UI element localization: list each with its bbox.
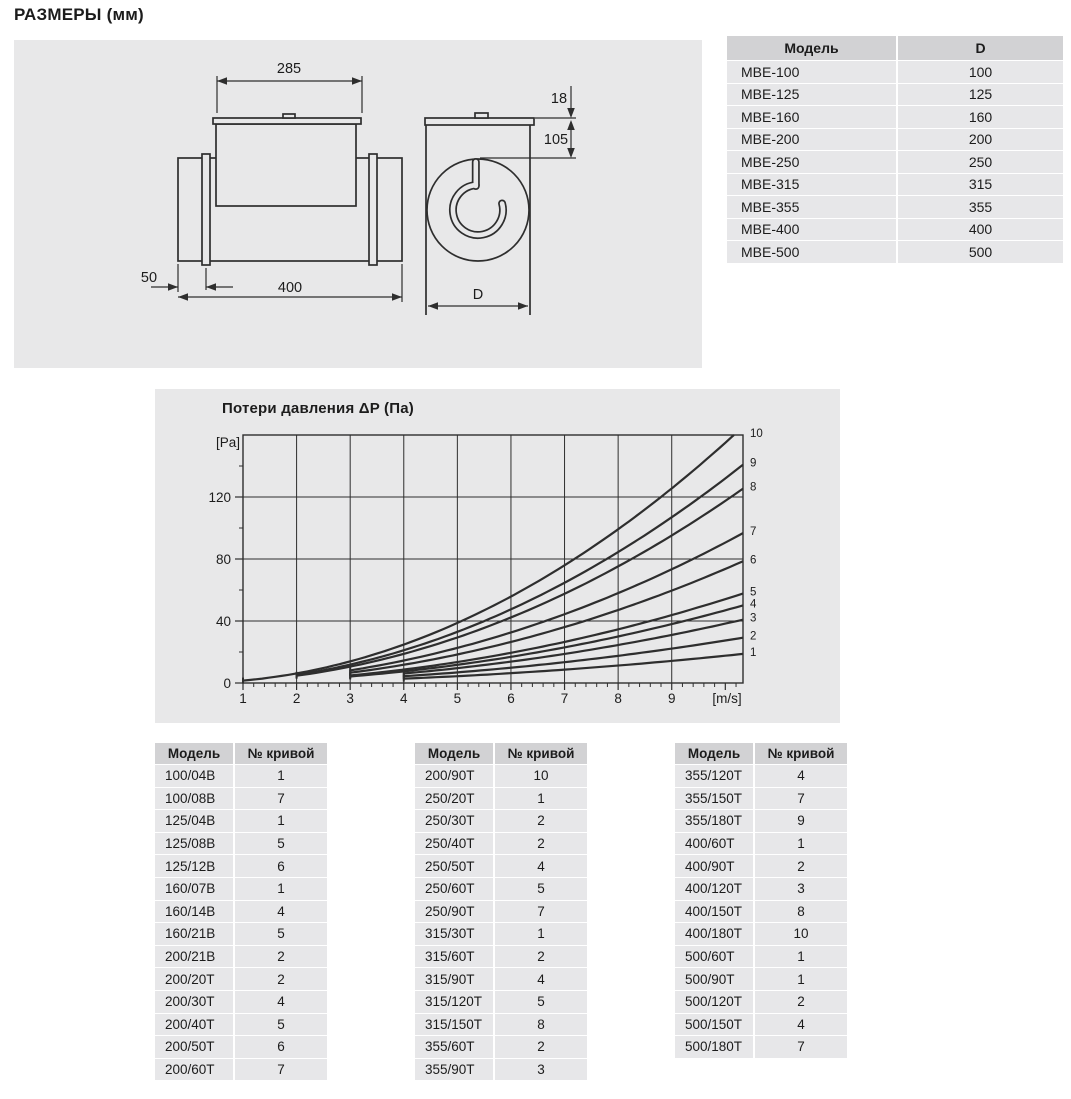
table-row [155,833,327,855]
curve-number-cell: 1 [235,810,327,832]
svg-text:10: 10 [750,428,763,441]
model-cell: 355/60Т [415,1036,493,1058]
svg-text:9: 9 [667,691,676,706]
svg-text:1: 1 [239,691,247,706]
svg-text:4: 4 [750,598,757,611]
model-cell: 160/21В [155,923,233,945]
table-row [675,991,847,1013]
model-cell: 355/150Т [675,788,753,810]
model-cell: 400/180Т [675,923,753,945]
model-cell: 250/20Т [415,788,493,810]
table-row [155,901,327,923]
dim-label-18: 18 [550,91,568,107]
model-cell: 160/14В [155,901,233,923]
diameter-cell: 355 [898,196,1063,218]
model-cell: 200/30Т [155,991,233,1013]
table-row [675,878,847,900]
model-cell: 200/40Т [155,1014,233,1036]
model-cell: 200/90Т [415,765,493,787]
table-row [675,810,847,832]
table-row [675,901,847,923]
model-cell: 355/180Т [675,810,753,832]
front-lid [425,118,534,125]
table-row [675,1014,847,1036]
column-header-curve: № кривой [755,743,847,764]
side-view-drawing [178,114,402,265]
table-row [415,1036,587,1058]
dim-label-50: 50 [140,270,158,286]
svg-text:0: 0 [223,676,231,691]
pressure-loss-chart-panel [155,389,840,723]
diameter-cell: 200 [898,129,1063,151]
table-row [675,788,847,810]
svg-text:5: 5 [750,586,757,599]
svg-text:[m/s]: [m/s] [712,691,742,706]
curve-number-cell: 8 [495,1014,587,1036]
model-cell: 355/120Т [675,765,753,787]
svg-text:80: 80 [215,552,231,567]
table-row [415,991,587,1013]
table-row [415,810,587,832]
curve-number-cell: 5 [235,1014,327,1036]
curve-number-cell: 2 [755,991,847,1013]
curve-number-cell: 1 [495,788,587,810]
curve-number-cell: 10 [755,923,847,945]
svg-text:7: 7 [750,526,757,539]
column-header-model: Модель [675,743,753,764]
svg-text:8: 8 [614,691,622,706]
chart-title: Потери давления ΔP (Па) [222,400,414,417]
dimensions-drawing [14,40,702,368]
table-row [155,991,327,1013]
model-cell: 400/60Т [675,833,753,855]
model-cell: 200/60Т [155,1059,233,1081]
svg-text:2: 2 [750,630,757,643]
model-cell: МВЕ-400 [727,219,896,241]
model-cell: МВЕ-250 [727,151,896,173]
table-row [155,968,327,990]
table-row [675,968,847,990]
table-row [155,765,327,787]
model-cell: 315/90Т [415,968,493,990]
model-cell: 315/60Т [415,946,493,968]
curve-number-cell: 8 [755,901,847,923]
curve-number-cell: 1 [235,878,327,900]
table-row [415,946,587,968]
dim-label-400: 400 [277,280,303,296]
column-header-model: Модель [155,743,233,764]
curve-table-1 [155,743,327,1080]
curve-number-cell: 1 [495,923,587,945]
table-header-row [155,743,327,764]
table-row [727,106,1063,128]
model-cell: 400/120Т [675,878,753,900]
model-cell: МВЕ-355 [727,196,896,218]
diameter-cell: 250 [898,151,1063,173]
dim-label-105: 105 [543,132,569,148]
curve-number-cell: 2 [235,946,327,968]
table-row [675,923,847,945]
table-row [727,241,1063,263]
curve-number-cell: 3 [755,878,847,900]
table-row [155,1036,327,1058]
column-header-model: Модель [415,743,493,764]
diameter-cell: 500 [898,241,1063,263]
svg-text:40: 40 [215,614,231,629]
table-row [155,855,327,877]
curve-number-cell: 1 [755,946,847,968]
table-header-row [415,743,587,764]
page-title: РАЗМЕРЫ (мм) [14,5,144,24]
model-cell: МВЕ-315 [727,174,896,196]
curve-number-cell: 1 [755,833,847,855]
svg-text:[Pa]: [Pa] [215,435,240,450]
curve-number-cell: 7 [495,901,587,923]
svg-text:6: 6 [507,691,515,706]
curve-number-cell: 2 [495,1036,587,1058]
curve-number-cell: 4 [495,968,587,990]
model-cell: 100/04В [155,765,233,787]
curve-number-cell: 7 [755,1036,847,1058]
model-cell: 400/90Т [675,855,753,877]
curve-number-cell: 1 [235,765,327,787]
svg-text:9: 9 [750,457,757,470]
column-header-d: D [898,36,1063,60]
model-cell: 160/07В [155,878,233,900]
curve-table-2 [415,743,587,1080]
curve-number-cell: 2 [495,833,587,855]
model-cell: 500/180Т [675,1036,753,1058]
model-cell: 315/120Т [415,991,493,1013]
front-lid-handle [475,113,488,118]
svg-text:1: 1 [750,646,757,659]
table-row [415,788,587,810]
model-cell: 250/50Т [415,855,493,877]
svg-text:120: 120 [208,490,231,505]
svg-text:3: 3 [346,691,354,706]
table-row [675,833,847,855]
model-cell: 200/20Т [155,968,233,990]
diameter-cell: 160 [898,106,1063,128]
model-cell: 100/08В [155,788,233,810]
model-cell: 250/40Т [415,833,493,855]
table-row [415,1059,587,1081]
curve-number-cell: 4 [755,765,847,787]
table-row [155,878,327,900]
model-cell: МВЕ-125 [727,84,896,106]
model-cell: 500/150Т [675,1014,753,1036]
column-header-curve: № кривой [235,743,327,764]
model-cell: 500/90Т [675,968,753,990]
curve-number-cell: 6 [235,1036,327,1058]
table-row [415,765,587,787]
curve-number-cell: 4 [235,901,327,923]
table-row [155,788,327,810]
table-row [675,765,847,787]
pressure-loss-chart [155,389,840,723]
table-row [415,833,587,855]
dimensions-panel [14,40,702,368]
table-row [415,968,587,990]
curve-number-cell: 7 [755,788,847,810]
model-cell: 355/90Т [415,1059,493,1081]
table-row [155,923,327,945]
table-header-row [675,743,847,764]
duct-clamp-left [202,154,210,265]
table-row [727,151,1063,173]
svg-text:4: 4 [400,691,408,706]
diameter-cell: 315 [898,174,1063,196]
svg-text:5: 5 [453,691,462,706]
curve-number-cell: 1 [755,968,847,990]
model-cell: 250/30Т [415,810,493,832]
model-cell: МВЕ-160 [727,106,896,128]
table-row [415,923,587,945]
terminal-box-lid [213,118,361,124]
table-row [155,946,327,968]
svg-text:6: 6 [750,554,757,567]
table-row [727,129,1063,151]
model-cell: МВЕ-100 [727,61,896,83]
table-row [727,174,1063,196]
column-header-curve: № кривой [495,743,587,764]
table-row [675,855,847,877]
svg-text:3: 3 [750,612,757,625]
curve-number-cell: 7 [235,788,327,810]
table-row [415,1014,587,1036]
svg-text:7: 7 [560,691,569,706]
table-row [727,219,1063,241]
curve-number-cell: 4 [495,855,587,877]
curve-number-cell: 2 [495,946,587,968]
diameter-cell: 100 [898,61,1063,83]
curve-number-cell: 4 [755,1014,847,1036]
terminal-box [216,124,356,206]
svg-text:8: 8 [750,481,757,494]
model-cell: 400/150Т [675,901,753,923]
model-cell: 125/12В [155,855,233,877]
table-row [415,855,587,877]
curve-number-cell: 2 [755,855,847,877]
model-cell: 500/120Т [675,991,753,1013]
column-header-model: Модель [727,36,896,60]
curve-number-cell: 2 [235,968,327,990]
model-cell: МВЕ-500 [727,241,896,263]
duct-clamp-right [369,154,377,265]
curve-number-cell: 5 [235,833,327,855]
table-row [727,61,1063,83]
lid-handle [283,114,295,118]
model-cell: 200/21В [155,946,233,968]
table-row [415,901,587,923]
curve-number-cell: 4 [235,991,327,1013]
dim-label-D: D [472,287,484,303]
model-cell: 315/150Т [415,1014,493,1036]
curve-number-cell: 9 [755,810,847,832]
table-row [155,1014,327,1036]
table-row [155,810,327,832]
model-cell: МВЕ-200 [727,129,896,151]
table-row [675,1036,847,1058]
curve-number-cell: 2 [495,810,587,832]
curve-number-cell: 5 [495,878,587,900]
table-row [727,196,1063,218]
table-row [415,878,587,900]
diameter-cell: 400 [898,219,1063,241]
curve-number-cell: 5 [235,923,327,945]
dim-label-285: 285 [276,61,302,77]
model-cell: 500/60Т [675,946,753,968]
model-diameter-table [727,36,1063,263]
curve-number-cell: 10 [495,765,587,787]
curve-number-cell: 6 [235,855,327,877]
model-cell: 200/50Т [155,1036,233,1058]
table-row [155,1059,327,1081]
table-row [675,946,847,968]
model-cell: 250/60Т [415,878,493,900]
diameter-cell: 125 [898,84,1063,106]
table-header-row [727,36,1063,60]
curve-number-cell: 3 [495,1059,587,1081]
model-cell: 250/90Т [415,901,493,923]
model-cell: 315/30Т [415,923,493,945]
curve-number-cell: 5 [495,991,587,1013]
svg-text:2: 2 [292,691,301,706]
curve-number-cell: 7 [235,1059,327,1081]
model-cell: 125/04В [155,810,233,832]
front-view-drawing [425,113,534,315]
table-row [727,84,1063,106]
model-cell: 125/08В [155,833,233,855]
curve-table-3 [675,743,847,1058]
